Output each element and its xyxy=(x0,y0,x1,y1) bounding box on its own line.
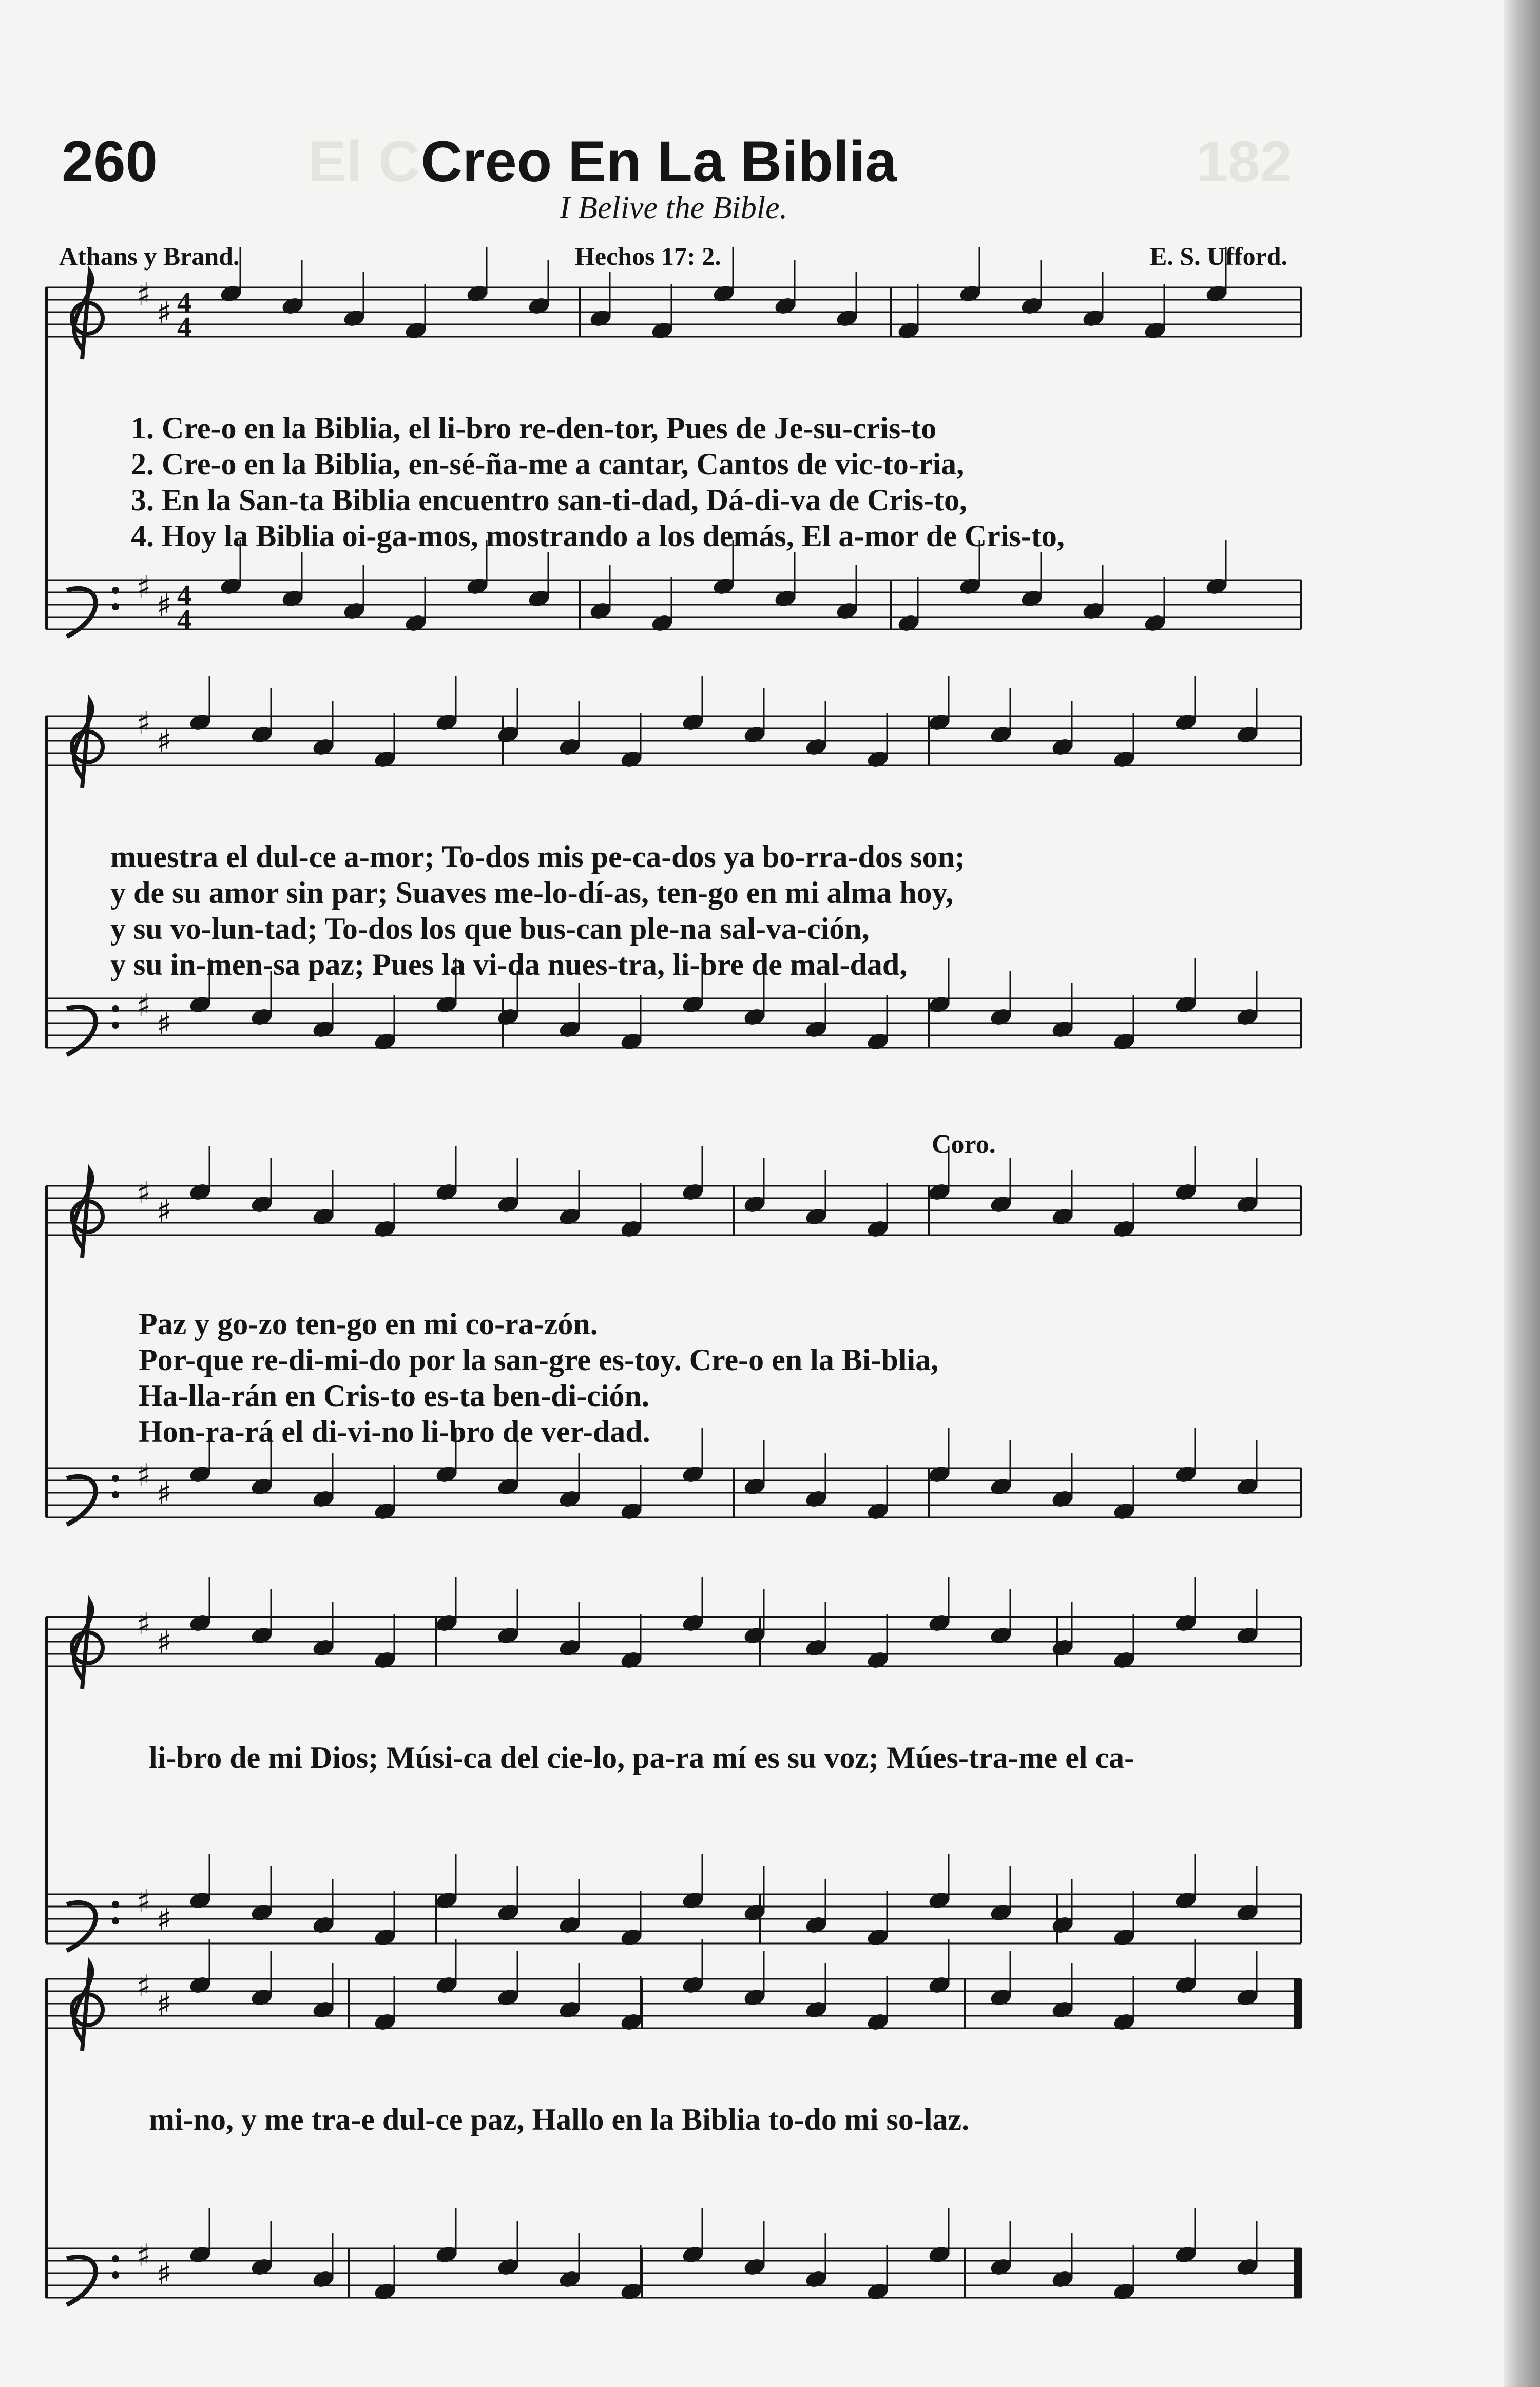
final-barline xyxy=(1294,2248,1301,2298)
sharp-icon: ♯ xyxy=(157,1902,172,1938)
sharp-icon: ♯ xyxy=(157,1006,172,1042)
bass-clef-icon xyxy=(112,1917,119,1924)
lyric-line: y de su amor sin par; Suaves me-lo-dí-as, ten-go en mi alma hoy, xyxy=(110,876,954,910)
sharp-icon: ♯ xyxy=(136,569,151,605)
composer-credit: Athans y Brand. xyxy=(59,242,240,271)
lyricist-credit: E. S. Ufford. xyxy=(1150,242,1288,271)
time-signature: 4 xyxy=(177,312,191,343)
hymn-number: 260 xyxy=(62,129,158,194)
sharp-icon: ♯ xyxy=(136,1175,151,1211)
sharp-icon: ♯ xyxy=(136,277,151,313)
treble-clef-icon xyxy=(74,1964,92,2051)
bleed-through-number: 182 xyxy=(1196,129,1292,194)
bass-clef-icon xyxy=(112,2255,119,2262)
bass-clef-icon xyxy=(112,1491,119,1498)
bass-clef-icon xyxy=(112,603,119,610)
sharp-icon: ♯ xyxy=(157,588,172,624)
treble-clef-icon xyxy=(74,1170,92,1258)
chorus-label: Coro. xyxy=(932,1130,996,1159)
treble-clef-icon xyxy=(74,701,92,788)
sharp-icon: ♯ xyxy=(157,2256,172,2292)
hymn-title: Creo En La Biblia xyxy=(421,129,897,194)
sharp-icon: ♯ xyxy=(157,724,172,760)
time-signature: 4 xyxy=(177,580,191,611)
bass-clef-icon xyxy=(112,1901,119,1908)
lyric-line: mi-no, y me tra-e dul-ce paz, Hallo en la Biblia to-do mi so-laz. xyxy=(149,2103,970,2136)
lyric-line: y su in-men-sa paz; Pues la vi-da nues-tra, li-bre de mal-dad, xyxy=(110,948,908,981)
lyric-line: muestra el dul-ce a-mor; To-dos mis pe-ca-dos ya bo-rra-dos son; xyxy=(110,840,965,874)
final-barline xyxy=(1294,1979,1301,2028)
sharp-icon: ♯ xyxy=(157,1625,172,1661)
bass-clef-icon xyxy=(112,587,119,594)
scripture-reference: Hechos 17: 2. xyxy=(575,242,721,271)
lyric-line: 1. Cre-o en la Biblia, el li-bro re-den-tor, Pues de Je-su-cris-to xyxy=(131,411,937,445)
lyric-line: Paz y go-zo ten-go en mi co-ra-zón. xyxy=(139,1307,598,1341)
lyric-line: 2. Cre-o en la Biblia, en-sé-ña-me a cantar, Cantos de vic-to-ria, xyxy=(131,447,965,481)
sharp-icon: ♯ xyxy=(136,988,151,1024)
bass-clef-icon xyxy=(112,1022,119,1029)
sharp-icon: ♯ xyxy=(157,295,172,331)
sharp-icon: ♯ xyxy=(157,1987,172,2023)
bleed-through-text: El C xyxy=(308,129,420,194)
lyric-line: 3. En la San-ta Biblia encuentro san-ti-dad, Dá-di-va de Cris-to, xyxy=(131,483,968,517)
sharp-icon: ♯ xyxy=(136,705,151,741)
sharp-icon: ♯ xyxy=(136,2238,151,2274)
sharp-icon: ♯ xyxy=(136,1457,151,1493)
lyric-line: Hon-ra-rá el di-vi-no li-bro de ver-dad. xyxy=(139,1415,650,1449)
hymn-subtitle: I Belive the Bible. xyxy=(560,190,788,225)
sharp-icon: ♯ xyxy=(157,1476,172,1512)
lyric-line: li-bro de mi Dios; Músi-ca del cie-lo, pa-ra mí es su voz; Múes-tra-me el ca- xyxy=(149,1741,1135,1775)
sharp-icon: ♯ xyxy=(157,1194,172,1229)
lyric-line: y su vo-lun-tad; To-dos los que bus-can ple-na sal-va-ción, xyxy=(110,912,870,946)
treble-clef-icon xyxy=(74,1602,92,1689)
time-signature: 4 xyxy=(177,287,191,319)
time-signature: 4 xyxy=(177,604,191,636)
lyric-line: 4. Hoy la Biblia oi-ga-mos, mostrando a los demás, El a-mor de Cris-to, xyxy=(131,519,1065,553)
bass-clef-icon xyxy=(112,1475,119,1482)
bass-clef-icon xyxy=(112,1005,119,1012)
lyric-line: Ha-lla-rán en Cris-to es-ta ben-di-ción. xyxy=(139,1379,649,1413)
treble-clef-icon xyxy=(74,272,92,359)
bass-clef-icon xyxy=(112,2272,119,2279)
sharp-icon: ♯ xyxy=(136,1968,151,2004)
sharp-icon: ♯ xyxy=(136,1606,151,1642)
sharp-icon: ♯ xyxy=(136,1883,151,1919)
lyric-line: Por-que re-di-mi-do por la san-gre es-toy. Cre-o en la Bi-blia, xyxy=(139,1343,939,1377)
